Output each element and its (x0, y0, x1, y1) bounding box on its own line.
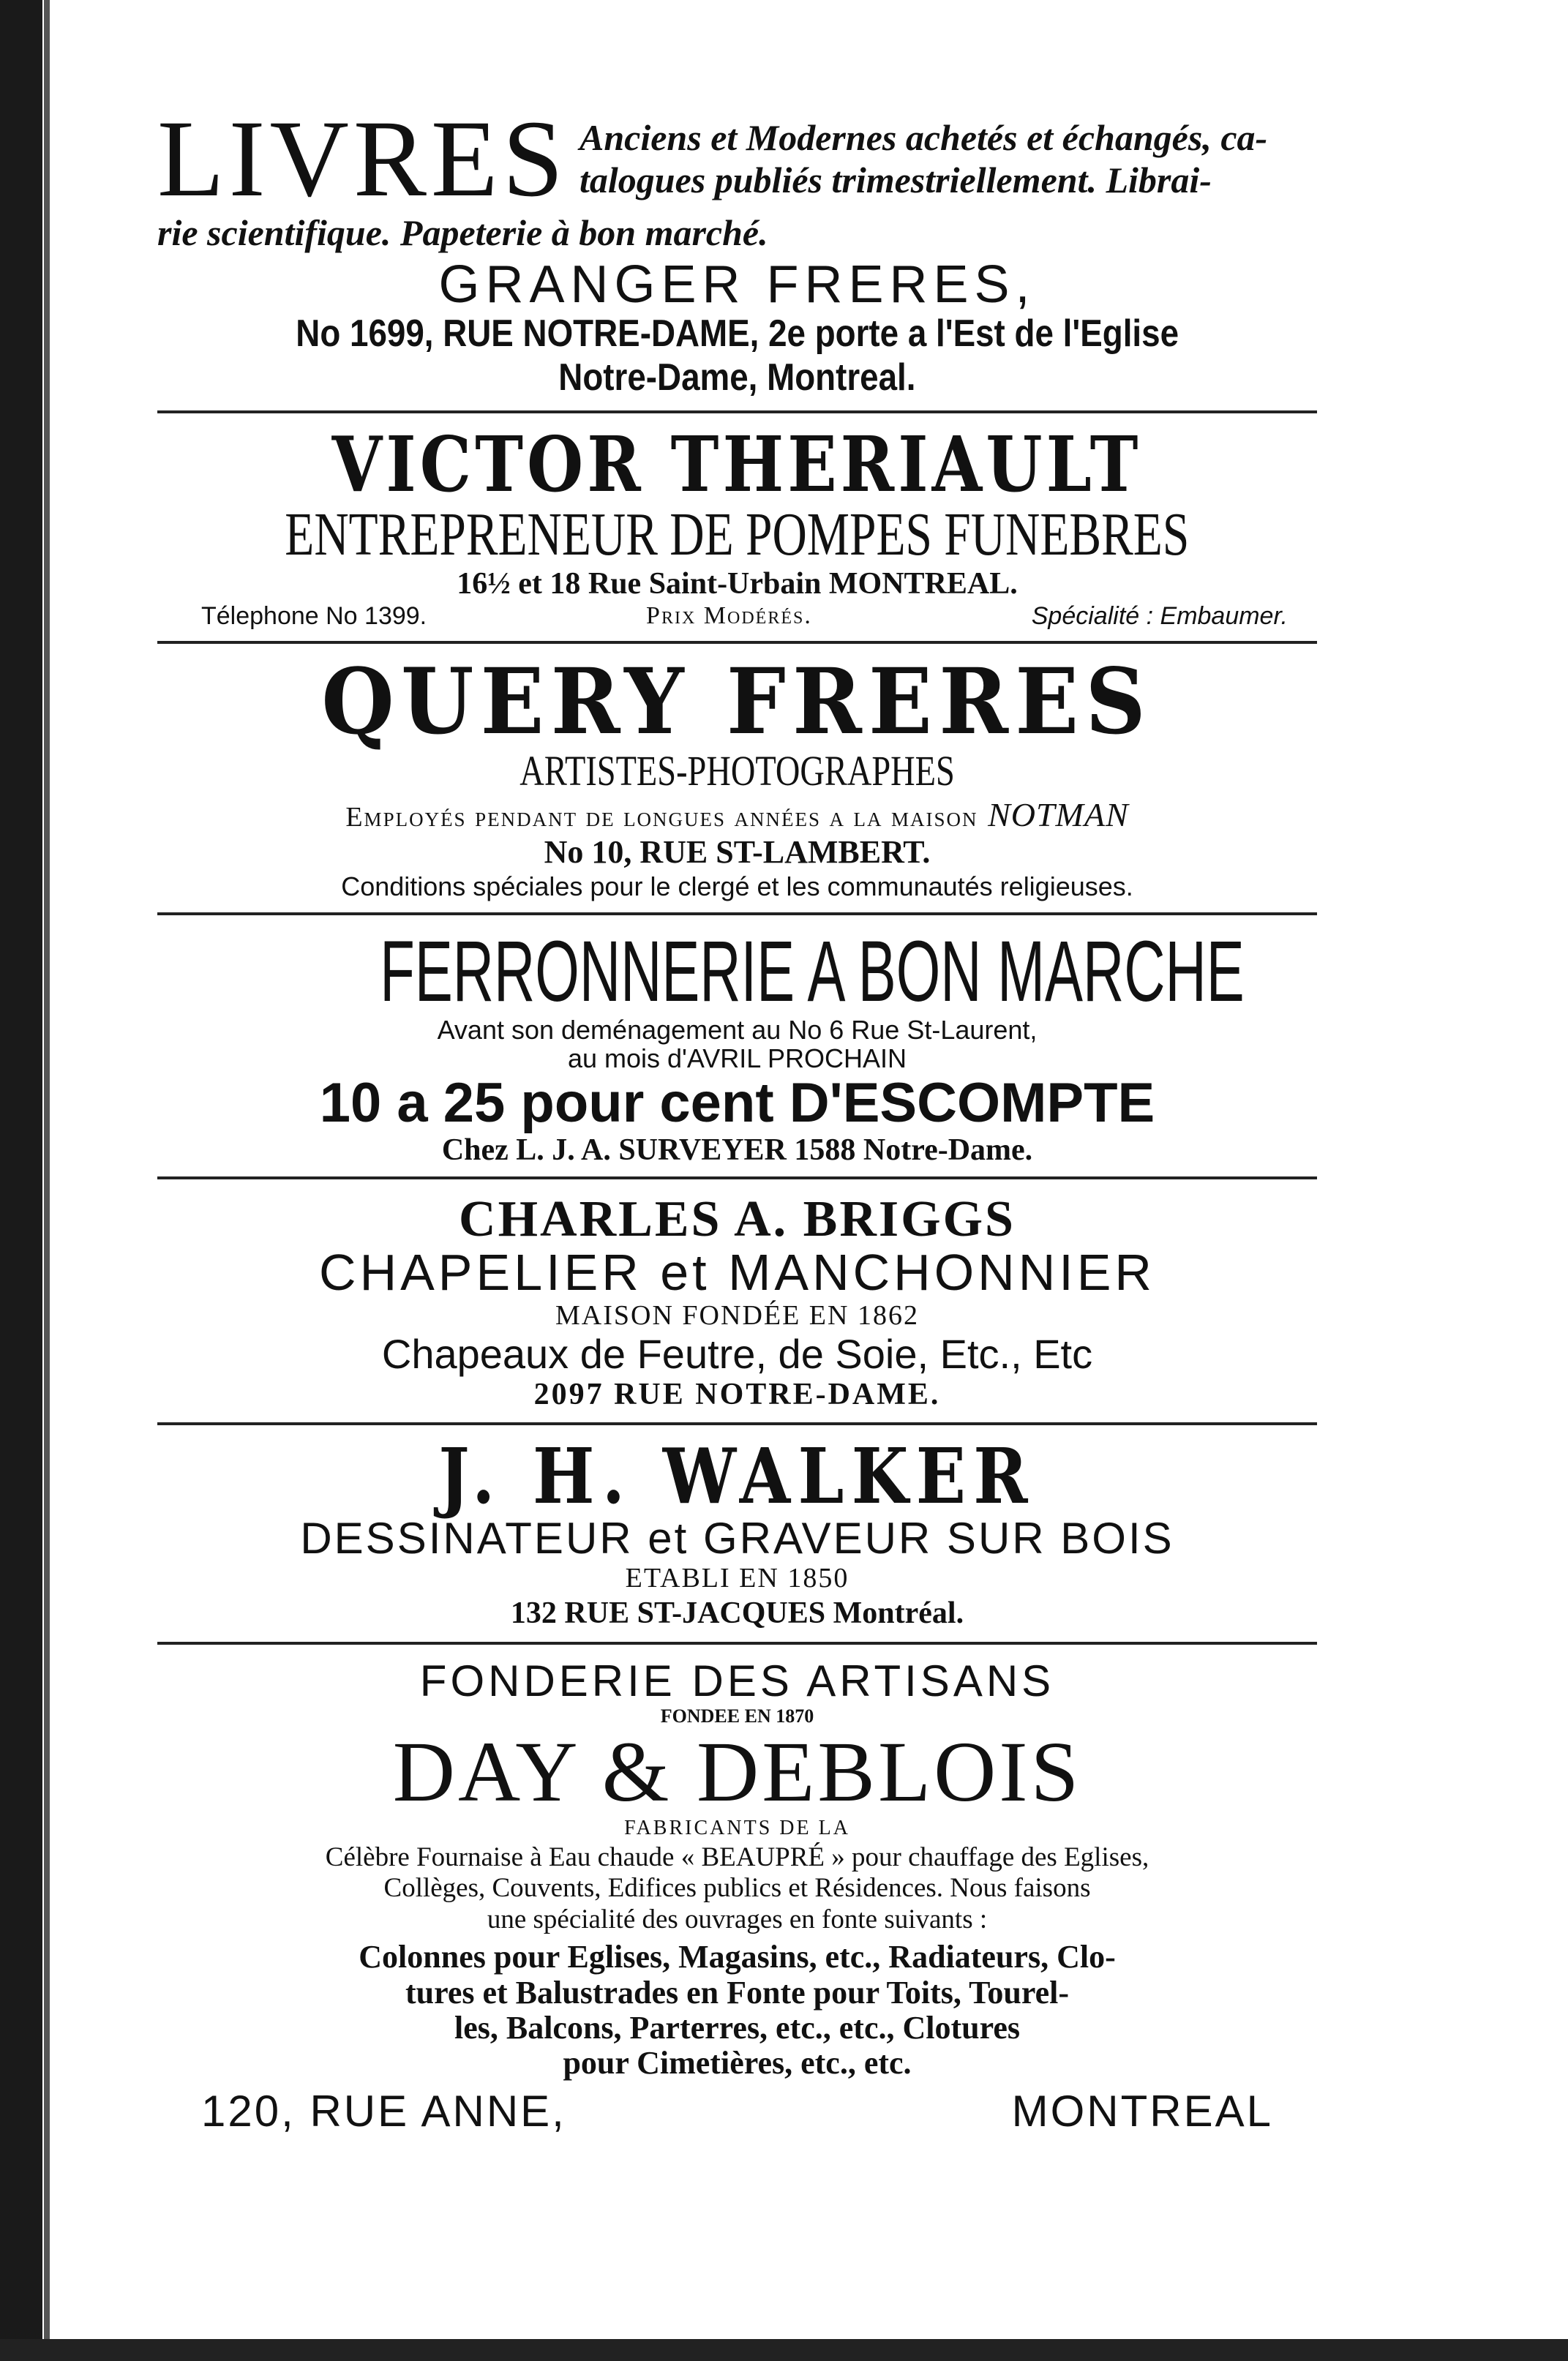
fonderie-address-line (157, 2082, 1317, 2136)
fonderie-founded: FONDEE EN 1870 (660, 1705, 814, 1727)
ferronnerie-line-1: Avant son deménagement au No 6 Rue St-Laurent, (437, 1014, 1038, 1045)
ad-granger-freres (157, 98, 1317, 400)
fonderie-list-2: tures et Balustrades en Fonte pour Toits, Tourel- (405, 1974, 1069, 2011)
divider (157, 1642, 1317, 1645)
briggs-name: CHARLES A. BRIGGS (459, 1190, 1016, 1247)
divider (157, 912, 1317, 915)
ferronnerie-discount: 10 a 25 pour cent D'ESCOMPTE (319, 1072, 1155, 1135)
ad-victor-theriault (157, 419, 1317, 631)
livres-line-2: talogues publiés trimestriellement. Librai- (579, 159, 1212, 200)
ad-jh-walker (157, 1431, 1317, 1632)
walker-trade: DESSINATEUR et GRAVEUR SUR BOIS (300, 1514, 1174, 1564)
ferronnerie-title: FERRONNERIE A BON MARCHE (380, 923, 1245, 1020)
fonderie-list-1: Colonnes pour Eglises, Magasins, etc., Radiateurs, Clo- (359, 1939, 1116, 1975)
theriault-name: VICTOR THERIAULT (332, 419, 1142, 510)
fonderie-address: 120, RUE ANNE, (201, 2086, 566, 2136)
fonderie-city: MONTREAL (1011, 2086, 1273, 2136)
ad-query-freres (157, 649, 1317, 902)
divider (157, 1422, 1317, 1425)
walker-established: ETABLI EN 1850 (625, 1563, 849, 1594)
divider (157, 410, 1317, 413)
book-spine-edge (0, 0, 42, 2361)
fonderie-list-3: les, Balcons, Parterres, etc., etc., Clotures (454, 2010, 1020, 2046)
walker-address: 132 RUE ST-JACQUES Montréal. (510, 1596, 964, 1631)
walker-name: J. H. WALKER (438, 1431, 1036, 1522)
theriault-trade: ENTREPRENEUR DE POMPES FUNEBRES (285, 500, 1190, 569)
query-name: QUERY FRERES (321, 649, 1153, 756)
fonderie-desc-1: Célèbre Fournaise à Eau chaude « BEAUPRÉ » pour chauffage des Eglises, (325, 1842, 1149, 1872)
livres-line-3: rie scientifique. Papeterie à bon marché. (157, 212, 768, 253)
query-conditions: Conditions spéciales pour le clergé et les communautés religieuses. (341, 871, 1133, 901)
briggs-trade: CHAPELIER et MANCHONNIER (319, 1244, 1155, 1302)
ad-charles-briggs (157, 1190, 1317, 1413)
fonderie-desc-2: Collèges, Couvents, Edifices publics et Résidences. Nous faisons (383, 1873, 1091, 1904)
livres-line-1: Anciens et Modernes achetés et échangés, ca- (579, 117, 1268, 158)
divider (157, 641, 1317, 644)
query-trade: ARTISTES-PHOTOGRAPHES (519, 747, 955, 795)
briggs-founded: MAISON FONDÉE EN 1862 (555, 1299, 919, 1331)
fonderie-title: FONDERIE DES ARTISANS (419, 1656, 1055, 1706)
query-address: No 10, RUE ST-LAMBERT. (544, 834, 931, 871)
ferronnerie-line-2: au mois d'AVRIL PROCHAIN (567, 1043, 907, 1074)
theriault-phone: Télephone No 1399. (201, 601, 427, 630)
theriault-details (157, 601, 1317, 631)
livres-header (157, 98, 1317, 219)
briggs-address: 2097 RUE NOTRE-DAME. (533, 1378, 941, 1412)
fonderie-company: DAY & DEBLOIS (392, 1724, 1082, 1820)
theriault-address: 16½ et 18 Rue Saint-Urbain MONTREAL. (457, 567, 1018, 601)
fonderie-list-4: pour Cimetières, etc., etc. (563, 2045, 912, 2082)
theriault-specialty: Spécialité : Embaumer. (1031, 601, 1288, 630)
briggs-hats: Chapeaux de Feutre, de Soie, Etc., Etc (381, 1331, 1093, 1378)
fonderie-makers: FABRICANTS DE LA (624, 1817, 850, 1840)
divider (157, 1176, 1317, 1179)
fonderie-desc-3: une spécialité des ouvrages en fonte suivants : (487, 1904, 988, 1934)
ferronnerie-chez: Chez L. J. A. SURVEYER 1588 Notre-Dame. (441, 1133, 1033, 1167)
granger-address-2: Notre-Dame, Montreal. (558, 356, 916, 399)
granger-address-1: No 1699, RUE NOTRE-DAME, 2e porte a l'Est de l'Eglise (296, 312, 1179, 355)
book-spine-shadow (44, 0, 50, 2361)
query-employed: Employés pendant de longues années a la maison NOTMAN (345, 796, 1129, 834)
livres-description (579, 117, 1289, 201)
livres-title: LIVRES (157, 98, 568, 219)
page-bottom-edge (0, 2339, 1568, 2361)
advertisement-page (157, 98, 1317, 2136)
granger-name: GRANGER FRERES, (438, 255, 1036, 314)
ad-day-deblois (157, 1658, 1317, 2136)
ad-ferronnerie (157, 923, 1317, 1167)
theriault-prices: Prix Modérés. (646, 601, 812, 629)
